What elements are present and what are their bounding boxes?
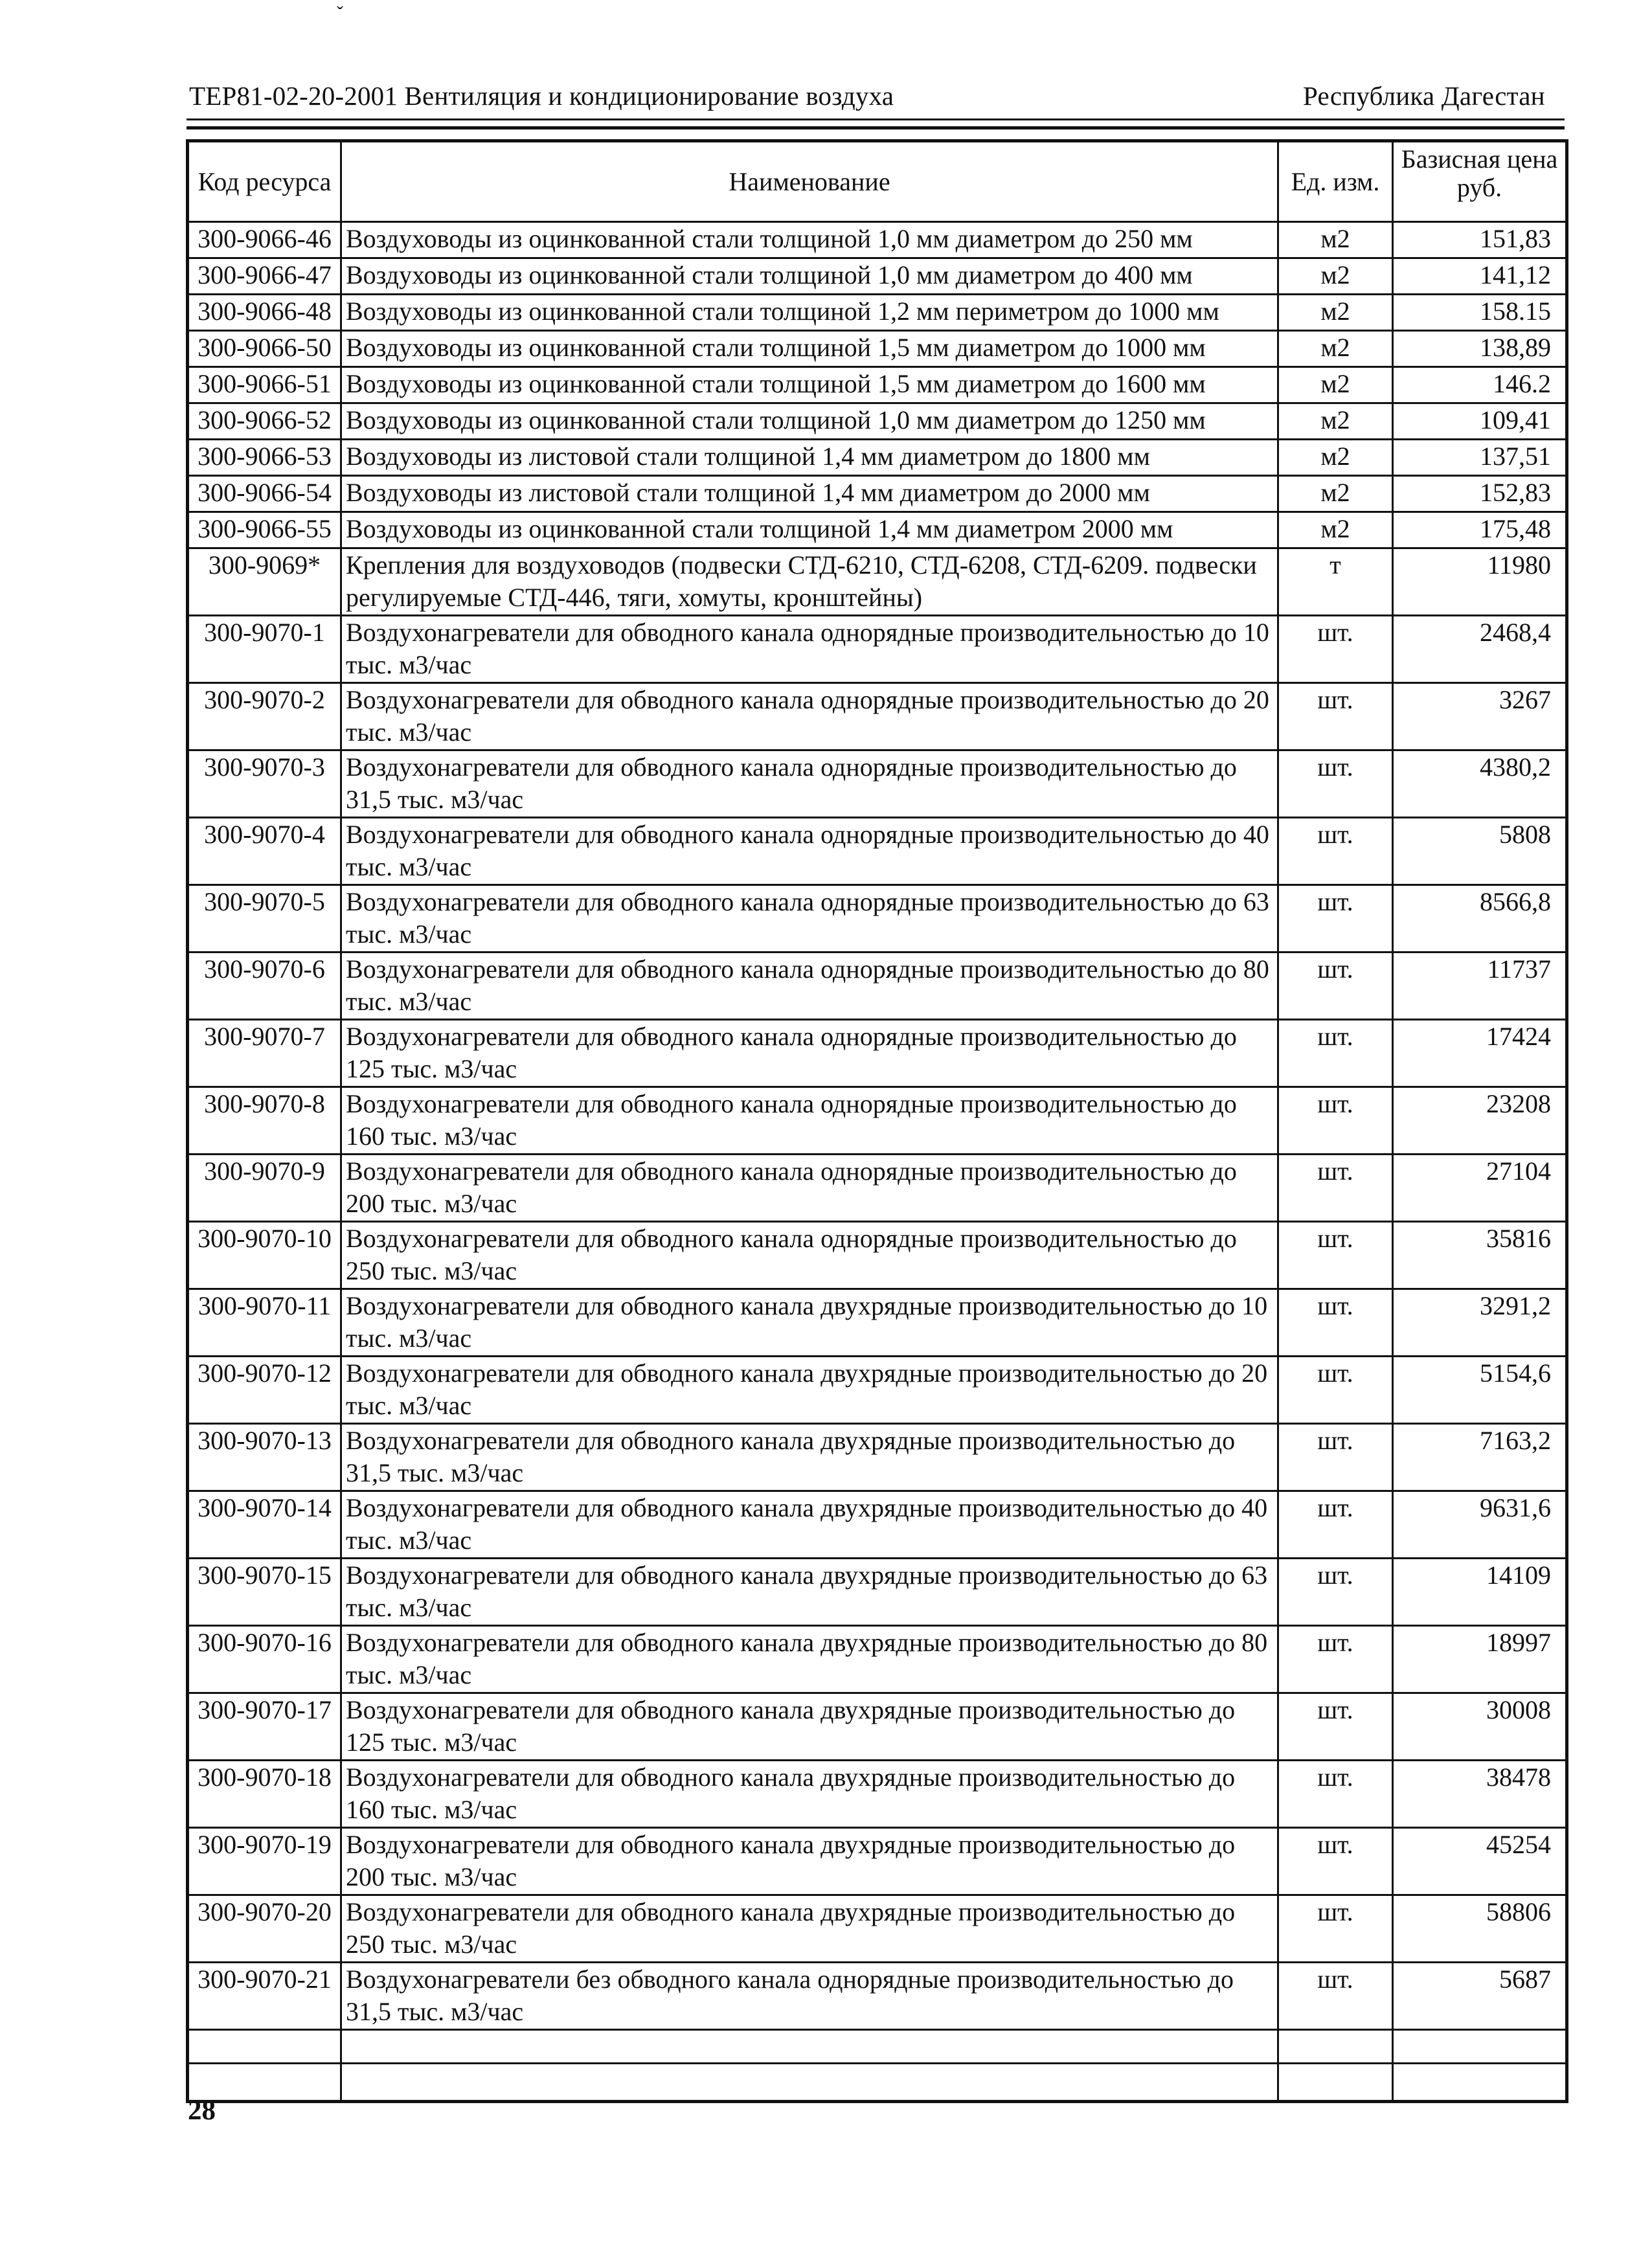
row-code: 300-9070-10: [188, 1222, 341, 1289]
row-code: 300-9070-4: [188, 818, 341, 885]
row-name: Воздухонагреватели без обводного канала однорядные производительностью до 31,5 тыс. м3/час: [341, 1963, 1278, 2030]
row-name: Воздуховоды из оцинкованной стали толщиной 1,5 мм диаметром до 1000 мм: [341, 331, 1278, 367]
row-name: Воздухонагреватели для обводного канала двухрядные производительностью до 125 тыс. м3/час: [341, 1693, 1278, 1761]
row-unit: шт.: [1278, 1693, 1393, 1761]
row-unit: шт.: [1278, 1828, 1393, 1895]
row-code: 300-9066-53: [188, 440, 341, 476]
row-name: Воздухонагреватели для обводного канала однорядные производительностью до 200 тыс. м3/час: [341, 1155, 1278, 1222]
table-row: [188, 750, 1567, 818]
row-code: 300-9066-55: [188, 512, 341, 548]
row-name: Воздухонагреватели для обводного канала однорядные производительностью до 250 тыс. м3/час: [341, 1222, 1278, 1289]
row-price: 4380,2: [1393, 750, 1567, 818]
table-row: [188, 403, 1567, 440]
row-price: 17424: [1393, 1020, 1567, 1087]
row-unit: шт.: [1278, 1357, 1393, 1424]
table-row: [188, 367, 1567, 403]
empty-cell: [188, 2030, 341, 2064]
row-price: 45254: [1393, 1828, 1567, 1895]
table-row: [188, 952, 1567, 1020]
row-unit: шт.: [1278, 885, 1393, 952]
row-price: 146.2: [1393, 367, 1567, 403]
region-name: Республика Дагестан: [1303, 81, 1545, 111]
row-unit: шт.: [1278, 1963, 1393, 2030]
row-price: 23208: [1393, 1087, 1567, 1155]
row-price: 109,41: [1393, 403, 1567, 440]
row-code: 300-9070-14: [188, 1491, 341, 1559]
row-unit: м2: [1278, 367, 1393, 403]
row-unit: м2: [1278, 331, 1393, 367]
row-name: Воздухонагреватели для обводного канала двухрядные производительностью до 80 тыс. м3/час: [341, 1626, 1278, 1693]
row-price: 11737: [1393, 952, 1567, 1020]
row-name: Воздуховоды из оцинкованной стали толщиной 1,2 мм периметром до 1000 мм: [341, 295, 1278, 331]
row-name: Воздуховоды из листовой стали толщиной 1,4 мм диаметром до 2000 мм: [341, 476, 1278, 512]
row-name: Воздухонагреватели для обводного канала двухрядные производительностью до 10 тыс. м3/час: [341, 1289, 1278, 1357]
table-row: [188, 1289, 1567, 1357]
header-rule-thick: [187, 126, 1565, 130]
row-code: 300-9070-5: [188, 885, 341, 952]
row-name: Воздуховоды из оцинкованной стали толщиной 1,4 мм диаметром 2000 мм: [341, 512, 1278, 548]
table-row: [188, 222, 1567, 258]
row-unit: шт.: [1278, 1289, 1393, 1357]
row-name: Воздухонагреватели для обводного канала двухрядные производительностью до 31,5 тыс. м3/час: [341, 1424, 1278, 1491]
row-code: 300-9070-16: [188, 1626, 341, 1693]
row-price: 2468,4: [1393, 616, 1567, 683]
row-name: Воздухонагреватели для обводного канала двухрядные производительностью до 200 тыс. м3/час: [341, 1828, 1278, 1895]
row-price: 151,83: [1393, 222, 1567, 258]
table-row: [188, 1155, 1567, 1222]
row-price: 35816: [1393, 1222, 1567, 1289]
empty-cell: [341, 2030, 1278, 2064]
row-code: 300-9070-21: [188, 1963, 341, 2030]
table-row: [188, 885, 1567, 952]
row-code: 300-9070-20: [188, 1895, 341, 1963]
row-price: 18997: [1393, 1626, 1567, 1693]
row-price: 30008: [1393, 1693, 1567, 1761]
table-row: [188, 1087, 1567, 1155]
empty-cell: [1278, 2030, 1393, 2064]
row-code: 300-9070-6: [188, 952, 341, 1020]
row-unit: шт.: [1278, 1020, 1393, 1087]
row-name: Воздуховоды из оцинкованной стали толщиной 1,0 мм диаметром до 1250 мм: [341, 403, 1278, 440]
row-name: Воздухонагреватели для обводного канала двухрядные производительностью до 160 тыс. м3/час: [341, 1761, 1278, 1828]
table-row: [188, 512, 1567, 548]
table-row: [188, 1424, 1567, 1491]
table-row: [188, 1963, 1567, 2030]
row-code: 300-9069*: [188, 548, 341, 616]
row-price: 141,12: [1393, 258, 1567, 295]
table-row: [188, 476, 1567, 512]
table-header-row: [188, 141, 1567, 222]
row-price: 58806: [1393, 1895, 1567, 1963]
row-unit: м2: [1278, 440, 1393, 476]
row-code: 300-9066-47: [188, 258, 341, 295]
row-unit: шт.: [1278, 1761, 1393, 1828]
table-row: [188, 1491, 1567, 1559]
row-name: Воздухонагреватели для обводного канала однорядные производительностью до 20 тыс. м3/час: [341, 683, 1278, 750]
row-code: 300-9070-13: [188, 1424, 341, 1491]
table-row: [188, 295, 1567, 331]
row-name: Воздухонагреватели для обводного канала однорядные производительностью до 31,5 тыс. м3/час: [341, 750, 1278, 818]
row-unit: шт.: [1278, 1087, 1393, 1155]
column-header-name: Наименование: [341, 141, 1278, 222]
row-unit: шт.: [1278, 616, 1393, 683]
row-name: Воздухонагреватели для обводного канала однорядные производительностью до 63 тыс. м3/час: [341, 885, 1278, 952]
row-code: 300-9070-8: [188, 1087, 341, 1155]
row-price: 5808: [1393, 818, 1567, 885]
row-name: Воздухонагреватели для обводного канала двухрядные производительностью до 250 тыс. м3/час: [341, 1895, 1278, 1963]
empty-cell: [1278, 2064, 1393, 2102]
row-name: Воздуховоды из листовой стали толщиной 1,4 мм диаметром до 1800 мм: [341, 440, 1278, 476]
row-unit: шт.: [1278, 1424, 1393, 1491]
row-price: 5154,6: [1393, 1357, 1567, 1424]
row-unit: шт.: [1278, 750, 1393, 818]
row-code: 300-9066-46: [188, 222, 341, 258]
table-row: [188, 1559, 1567, 1626]
row-code: 300-9066-50: [188, 331, 341, 367]
page-number: 28: [188, 2095, 216, 2126]
row-name: Воздуховоды из оцинкованной стали толщиной 1,5 мм диаметром до 1600 мм: [341, 367, 1278, 403]
row-unit: шт.: [1278, 1222, 1393, 1289]
row-price: 8566,8: [1393, 885, 1567, 952]
empty-cell: [341, 2064, 1278, 2102]
row-unit: м2: [1278, 295, 1393, 331]
row-name: Воздухонагреватели для обводного канала однорядные производительностью до 80 тыс. м3/час: [341, 952, 1278, 1020]
column-header-price: Базисная цена руб.: [1393, 141, 1567, 222]
row-code: 300-9066-48: [188, 295, 341, 331]
table-row: [188, 616, 1567, 683]
resource-price-table: [186, 139, 1568, 2103]
table-row: [188, 1222, 1567, 1289]
row-code: 300-9070-1: [188, 616, 341, 683]
table-row: [188, 1693, 1567, 1761]
row-unit: м2: [1278, 476, 1393, 512]
row-code: 300-9066-51: [188, 367, 341, 403]
row-name: Воздухонагреватели для обводного канала однорядные производительностью до 125 тыс. м3/час: [341, 1020, 1278, 1087]
row-code: 300-9070-17: [188, 1693, 341, 1761]
table-row: [188, 1761, 1567, 1828]
header-rule-thin: [187, 118, 1565, 120]
row-code: 300-9070-19: [188, 1828, 341, 1895]
row-code: 300-9070-12: [188, 1357, 341, 1424]
row-unit: шт.: [1278, 952, 1393, 1020]
empty-cell: [1393, 2030, 1567, 2064]
row-unit: шт.: [1278, 1491, 1393, 1559]
column-header-unit: Ед. изм.: [1278, 141, 1393, 222]
table-row: [188, 1828, 1567, 1895]
column-header-code: Код ресурса: [188, 141, 341, 222]
table-row: [188, 818, 1567, 885]
row-name: Воздухонагреватели для обводного канала однорядные производительностью до 160 тыс. м3/час: [341, 1087, 1278, 1155]
row-price: 27104: [1393, 1155, 1567, 1222]
row-unit: шт.: [1278, 1895, 1393, 1963]
row-name: Воздухонагреватели для обводного канала двухрядные производительностью до 20 тыс. м3/час: [341, 1357, 1278, 1424]
row-name: Воздухонагреватели для обводного канала двухрядные производительностью до 40 тыс. м3/час: [341, 1491, 1278, 1559]
scan-mark: ˇ: [337, 3, 343, 24]
row-price: 9631,6: [1393, 1491, 1567, 1559]
document-title: ТЕР81-02-20-2001 Вентиляция и кондиционирование воздуха: [189, 81, 894, 111]
row-price: 3267: [1393, 683, 1567, 750]
row-unit: шт.: [1278, 1559, 1393, 1626]
row-price: 138,89: [1393, 331, 1567, 367]
row-price: 7163,2: [1393, 1424, 1567, 1491]
row-price: 14109: [1393, 1559, 1567, 1626]
row-code: 300-9066-54: [188, 476, 341, 512]
empty-row: [188, 2064, 1567, 2102]
row-name: Воздуховоды из оцинкованной стали толщиной 1,0 мм диаметром до 400 мм: [341, 258, 1278, 295]
table-row: [188, 548, 1567, 616]
row-price: 175,48: [1393, 512, 1567, 548]
row-code: 300-9066-52: [188, 403, 341, 440]
row-price: 3291,2: [1393, 1289, 1567, 1357]
row-code: 300-9070-7: [188, 1020, 341, 1087]
row-code: 300-9070-2: [188, 683, 341, 750]
table-row: [188, 1020, 1567, 1087]
row-unit: шт.: [1278, 818, 1393, 885]
row-price: 152,83: [1393, 476, 1567, 512]
row-name: Воздухонагреватели для обводного канала однорядные производительностью до 40 тыс. м3/час: [341, 818, 1278, 885]
row-unit: т: [1278, 548, 1393, 616]
table-row: [188, 1626, 1567, 1693]
table-row: [188, 1895, 1567, 1963]
table-row: [188, 683, 1567, 750]
row-price: 11980: [1393, 548, 1567, 616]
row-name: Воздухонагреватели для обводного канала однорядные производительностью до 10 тыс. м3/час: [341, 616, 1278, 683]
empty-cell: [1393, 2064, 1567, 2102]
row-code: 300-9070-18: [188, 1761, 341, 1828]
empty-row: [188, 2030, 1567, 2064]
row-unit: м2: [1278, 403, 1393, 440]
row-unit: м2: [1278, 222, 1393, 258]
table-row: [188, 258, 1567, 295]
row-code: 300-9070-3: [188, 750, 341, 818]
row-unit: шт.: [1278, 683, 1393, 750]
row-price: 137,51: [1393, 440, 1567, 476]
row-name: Воздухонагреватели для обводного канала двухрядные производительностью до 63 тыс. м3/час: [341, 1559, 1278, 1626]
table-body: [188, 222, 1567, 2102]
row-unit: шт.: [1278, 1155, 1393, 1222]
row-price: 5687: [1393, 1963, 1567, 2030]
row-code: 300-9070-15: [188, 1559, 341, 1626]
row-name: Воздуховоды из оцинкованной стали толщиной 1,0 мм диаметром до 250 мм: [341, 222, 1278, 258]
table-row: [188, 331, 1567, 367]
row-price: 38478: [1393, 1761, 1567, 1828]
row-code: 300-9070-9: [188, 1155, 341, 1222]
table-row: [188, 440, 1567, 476]
row-unit: шт.: [1278, 1626, 1393, 1693]
row-price: 158.15: [1393, 295, 1567, 331]
row-code: 300-9070-11: [188, 1289, 341, 1357]
row-unit: м2: [1278, 258, 1393, 295]
table-row: [188, 1357, 1567, 1424]
row-name: Крепления для воздуховодов (подвески СТД-6210, СТД-6208, СТД-6209. подвески регулируемые СТД-446, тяги, хомуты, кронштейны): [341, 548, 1278, 616]
row-unit: м2: [1278, 512, 1393, 548]
